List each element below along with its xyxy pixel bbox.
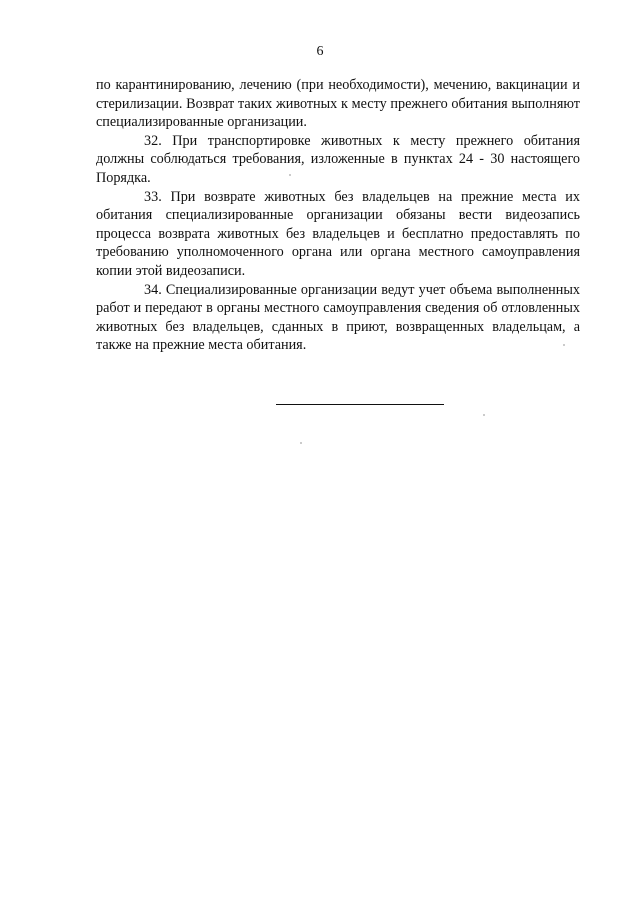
scan-speck [300,442,302,444]
paragraph-continuation: по карантинированию, лечению (при необходимости), мечению, вакцинации и стерилизации. Возврат таких животных к месту прежнего обитания выполняют специализированные организации. [96,77,580,131]
paragraph-33: 33. При возврате животных без владельцев на прежние места их обитания специализированные организации обязаны вести видеозапись процесса возврата животных без владельцев и бесплатно предоставлять по требованию уполномоченного органа или органа местного самоуправления копии этой видеозаписи. [96,188,580,279]
page-number: 6 [316,44,324,59]
end-separator-line [276,404,444,405]
scan-speck [289,174,291,176]
document-body [96,76,580,355]
paragraph-34: 34. Специализированные организации ведут учет объема выполненных работ и передают в органы местного самоуправления сведения об отловленных животных без владельцев, сданных в приют, возвращенных владельцам, а также на прежние места обитания. [96,281,580,354]
scan-speck [563,344,565,346]
scan-speck [483,414,485,416]
paragraph-32: 32. При транспортировке животных к месту прежнего обитания должны соблюдаться требования, изложенные в пунктах 24 - 30 настоящего Порядка. [96,132,580,186]
